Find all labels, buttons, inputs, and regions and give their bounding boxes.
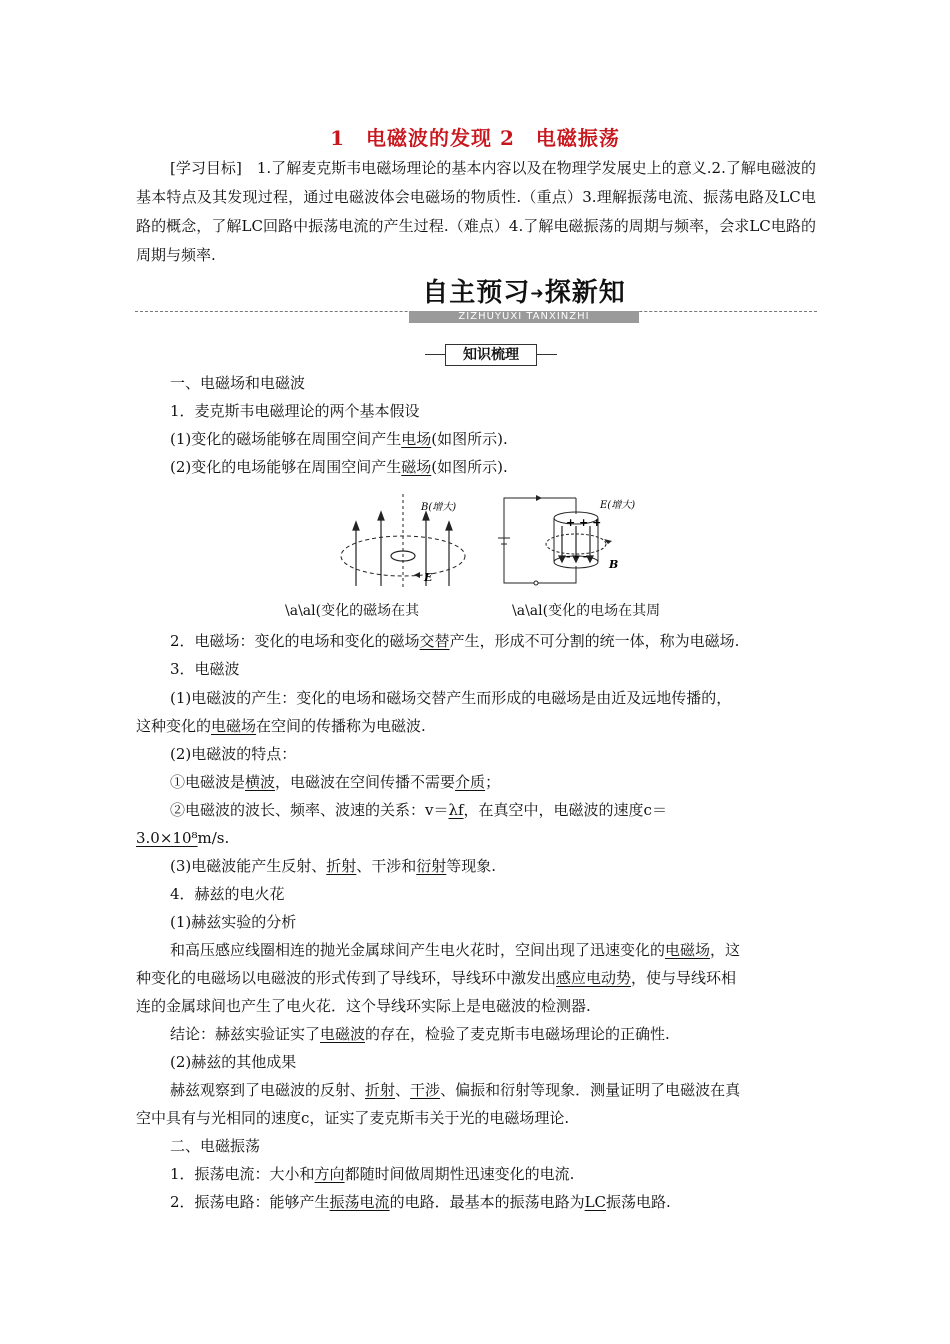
paragraph: [136, 1188, 816, 1216]
answer-blank: 感应电动势: [556, 969, 632, 987]
text: 2．电磁场：变化的电场和变化的磁场: [170, 632, 420, 650]
section-tag: [425, 344, 557, 364]
answer-blank: λf: [448, 801, 464, 819]
answer-blank: 介质: [455, 773, 486, 791]
text: (如图所示).: [431, 430, 508, 448]
text: ，这: [710, 941, 741, 959]
learning-goals-text: [学习目标] 1.了解麦克斯韦电磁场理论的基本内容以及在物理学发展史上的意义.2.了解电磁波的基本特点及其发现过程，通过电磁波体会电磁场的物质性.（重点）3.理解振荡电流、振荡电路及LC电路的概念，了解LC回路中振荡电流的产生过程.（难点）4.了解电磁振荡的周期与频率，会求LC电路的周期与频率.: [136, 159, 816, 264]
answer-blank: 折射: [365, 1081, 396, 1099]
text: 产生，形成不可分割的统一体，称为电磁场.: [449, 632, 740, 650]
paragraph: 4．赫兹的电火花: [170, 885, 285, 903]
paragraph: [136, 936, 816, 964]
text: (2)变化的电场能够在周围空间产生: [170, 458, 402, 476]
paragraph: [136, 796, 816, 824]
text: 种变化的电磁场以电磁波的形式传到了导线环，导线环中激发出: [136, 969, 557, 987]
text: ，使与导线环相: [631, 969, 737, 987]
answer-blank: 磁场: [401, 458, 432, 476]
answer-blank: 方向: [314, 1165, 345, 1183]
magnetic-field-figure: [336, 488, 471, 593]
text: 的电路．最基本的振荡电路为: [389, 1193, 585, 1211]
figure-caption-left: \a\al(变化的磁场在其: [285, 603, 420, 619]
text: 等现象.: [446, 857, 497, 875]
chevron-right-icon: ➜: [530, 283, 545, 303]
paragraph: (2)电磁波的特点：: [170, 745, 297, 763]
paragraph: 1．麦克斯韦电磁理论的两个基本假设: [170, 402, 420, 420]
figure-caption-right: \a\al(变化的电场在其周: [512, 603, 661, 619]
paragraph: [136, 768, 816, 796]
electric-field-figure: [496, 488, 656, 593]
paragraph: (1)赫兹实验的分析: [170, 913, 297, 931]
svg-text:+ + +: + + +: [566, 516, 602, 529]
learning-goals: [136, 154, 816, 270]
text: 和高压感应线圈相连的抛光金属球间产生电火花时，空间出现了迅速变化的: [170, 941, 666, 959]
text: 结论：赫兹实验证实了: [170, 1025, 321, 1043]
field-b-label: B(增大): [421, 502, 457, 513]
paragraph: 空中具有与光相同的速度c，证实了麦克斯韦关于光的电磁场理论.: [136, 1109, 570, 1127]
svg-text:- - -: - - -: [566, 550, 588, 563]
section-banner: [135, 275, 817, 325]
answer-blank: LC: [584, 1193, 607, 1211]
answer-blank: 电磁波: [320, 1025, 366, 1043]
field-b-label: B: [609, 558, 619, 571]
paragraph: 3．电磁波: [170, 660, 240, 678]
banner-title: [409, 275, 639, 311]
answer-blank: 3.0×10⁸: [136, 829, 198, 847]
answer-blank: 电磁场: [665, 941, 711, 959]
text: (如图所示).: [431, 458, 508, 476]
text: 2．振荡电路：能够产生: [170, 1193, 330, 1211]
section-heading-1: 一、电磁场和电磁波: [170, 374, 306, 392]
paragraph: [136, 852, 816, 880]
text: ②电磁波的波长、频率、波速的关系：v＝: [170, 801, 449, 819]
answer-blank: 衍射: [416, 857, 447, 875]
text: (1)变化的磁场能够在周围空间产生: [170, 430, 402, 448]
answer-blank: 电磁场: [211, 717, 257, 735]
answer-blank: 振荡电流: [329, 1193, 390, 1211]
section-tag-label: 知识梳理: [445, 344, 537, 366]
text: ①电磁波是: [170, 773, 246, 791]
banner-title-right: 探新知: [544, 278, 626, 308]
field-e-label: E: [424, 571, 433, 584]
text: 、干涉和: [356, 857, 417, 875]
text: 在空间的传播称为电磁波.: [256, 717, 426, 735]
text: 都随时间做周期性迅速变化的电流.: [344, 1165, 575, 1183]
text: ；: [485, 773, 501, 791]
text: 赫兹观察到了电磁波的反射、: [170, 1081, 366, 1099]
paragraph: [136, 1160, 816, 1188]
paragraph: (2)赫兹的其他成果: [170, 1053, 297, 1071]
answer-blank: 干涉: [410, 1081, 441, 1099]
paragraph: [136, 964, 816, 992]
section-heading-2: 二、电磁振荡: [170, 1137, 261, 1155]
answer-blank: 交替: [419, 632, 450, 650]
answer-blank: 折射: [326, 857, 357, 875]
paragraph: [136, 824, 816, 852]
paragraph: [136, 712, 816, 740]
banner-subtitle: ZIZHUYUXI TANXINZHI: [409, 311, 639, 323]
paragraph: 连的金属球间也产生了电火花．这个导线环实际上是电磁波的检测器.: [136, 997, 591, 1015]
answer-blank: 电场: [401, 430, 432, 448]
text: 、: [395, 1081, 411, 1099]
text: 的存在，检验了麦克斯韦电磁场理论的正确性.: [365, 1025, 670, 1043]
text: ，电磁波在空间传播不需要: [275, 773, 456, 791]
text: 1．振荡电流：大小和: [170, 1165, 315, 1183]
banner-title-left: 自主预习: [422, 278, 531, 308]
paragraph: [136, 1076, 816, 1104]
paragraph: [136, 1020, 816, 1048]
field-e-label: E(增大): [600, 500, 636, 511]
paragraph: (1)电磁波的产生：变化的电场和磁场交替产生而形成的电磁场是由近及远地传播的，: [170, 689, 732, 707]
paragraph: [136, 627, 816, 655]
text: 这种变化的: [136, 717, 212, 735]
page-title: 1 电磁波的发现 2 电磁振荡: [330, 126, 620, 150]
paragraph: [136, 425, 816, 453]
answer-blank: 横波: [245, 773, 276, 791]
text: m/s.: [197, 829, 230, 847]
text: ，在真空中，电磁波的速度c＝: [463, 801, 667, 819]
text: (3)电磁波能产生反射、: [170, 857, 327, 875]
text: 、偏振和衍射等现象．测量证明了电磁波在真: [440, 1081, 741, 1099]
paragraph: [136, 453, 816, 481]
text: 振荡电路.: [606, 1193, 671, 1211]
